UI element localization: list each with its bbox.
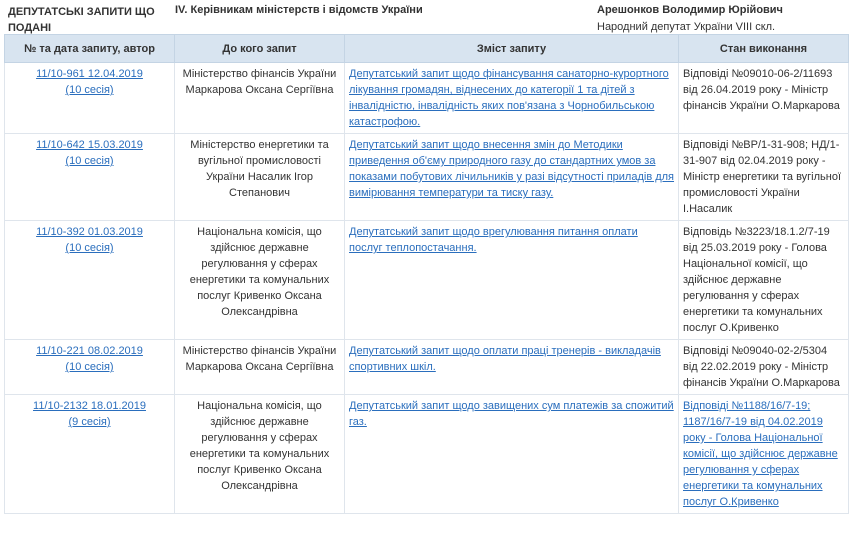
request-content-link[interactable]: Депутатський запит щодо внесення змін до Методики приведення об'єму природного газу до стандартних умов за показами побутових лічильників у разі відсутності приладів для вимірювання температури та тиску газу. (349, 139, 675, 199)
request-session-link[interactable]: (10 сесія) (65, 242, 114, 254)
content-cell (345, 395, 679, 514)
request-number-link[interactable]: 11/10-221 08.02.2019 (36, 345, 143, 357)
table-header-row (5, 35, 849, 63)
status-cell: Відповіді №09010-06-2/11693 від 26.04.2019 року - Міністр фінансів України О.Маркарова (679, 63, 849, 134)
content-cell (345, 340, 679, 395)
table-row (5, 340, 849, 395)
requests-table (4, 34, 849, 514)
deputy-title: Народний депутат України VIII скл. (597, 21, 776, 33)
request-number-cell (5, 340, 175, 395)
recipient-cell: Національна комісія, що здійснює державне регулювання у сферах енергетики та комунальних послуг Кривенко Оксана Олександрівна (175, 221, 345, 340)
status-cell: Відповіді №09040-02-2/5304 від 22.02.2019 року - Міністр фінансів України О.Маркарова (679, 340, 849, 395)
page-header (0, 0, 852, 34)
column-header-number: № та дата запиту, автор (5, 35, 175, 63)
section-title: ДЕПУТАТСЬКІ ЗАПИТИ ЩО ПОДАНІ (8, 6, 155, 34)
request-number-link[interactable]: 11/10-961 12.04.2019 (36, 68, 143, 80)
table-row (5, 395, 849, 514)
content-cell (345, 134, 679, 221)
category-title: IV. Керівникам міністерств і відомств України (175, 4, 423, 16)
request-number-cell (5, 221, 175, 340)
status-response-link[interactable]: Відповіді №1188/16/7-19; 1187/16/7-19 від 04.02.2019 року - Голова Національної комісії, що здійснює державне регулювання у сферах енергетики та комунальних послуг О.Кривенко (683, 400, 838, 508)
request-content-link[interactable]: Депутатський запит щодо оплати праці тренерів - викладачів спортивних шкіл. (349, 345, 661, 373)
request-session-link[interactable]: (10 сесія) (65, 155, 114, 167)
content-cell (345, 221, 679, 340)
recipient-cell: Національна комісія, що здійснює державне регулювання у сферах енергетики та комунальних послуг Кривенко Оксана Олександрівна (175, 395, 345, 514)
request-number-cell (5, 134, 175, 221)
request-session-link[interactable]: (10 сесія) (65, 84, 114, 96)
content-cell (345, 63, 679, 134)
status-cell: Відповіді №ВР/1-31-908; НД/1-31-907 від 02.04.2019 року - Міністр енергетики та вугільної промисловості України І.Насалик (679, 134, 849, 221)
request-number-cell (5, 63, 175, 134)
request-number-link[interactable]: 11/10-2132 18.01.2019 (33, 400, 146, 412)
request-number-link[interactable]: 11/10-642 15.03.2019 (36, 139, 143, 151)
table-row (5, 63, 849, 134)
request-content-link[interactable]: Депутатський запит щодо завищених сум платежів за спожитий газ. (349, 400, 674, 428)
request-number-cell (5, 395, 175, 514)
recipient-cell: Міністерство енергетики та вугільної промисловості України Насалик Ігор Степанович (175, 134, 345, 221)
request-number-link[interactable]: 11/10-392 01.03.2019 (36, 226, 143, 238)
status-cell: Відповідь №3223/18.1.2/7-19 від 25.03.2019 року - Голова Національної комісії, що здійснює державне регулювання у сферах енергетики та комунальних послуг О.Кривенко (679, 221, 849, 340)
request-session-link[interactable]: (9 сесія) (68, 416, 111, 428)
table-row (5, 221, 849, 340)
recipient-cell: Міністерство фінансів України Маркарова Оксана Сергіївна (175, 340, 345, 395)
recipient-cell: Міністерство фінансів України Маркарова Оксана Сергіївна (175, 63, 345, 134)
deputy-name: Арешонков Володимир Юрійович (597, 4, 783, 16)
request-content-link[interactable]: Депутатський запит щодо врегулювання питання оплати послуг теплопостачання. (349, 226, 638, 254)
request-content-link[interactable]: Депутатський запит щодо фінансування санаторно-курортного лікування громадян, віднесених до категорії 1 та дітей з інвалідністю, інвалідність яких пов'язана з Чорнобильською катастрофою. (349, 68, 669, 128)
table-row (5, 134, 849, 221)
status-cell (679, 395, 849, 514)
request-session-link[interactable]: (10 сесія) (65, 361, 114, 373)
column-header-content: Зміст запиту (345, 35, 679, 63)
column-header-status: Стан виконання (679, 35, 849, 63)
column-header-recipient: До кого запит (175, 35, 345, 63)
